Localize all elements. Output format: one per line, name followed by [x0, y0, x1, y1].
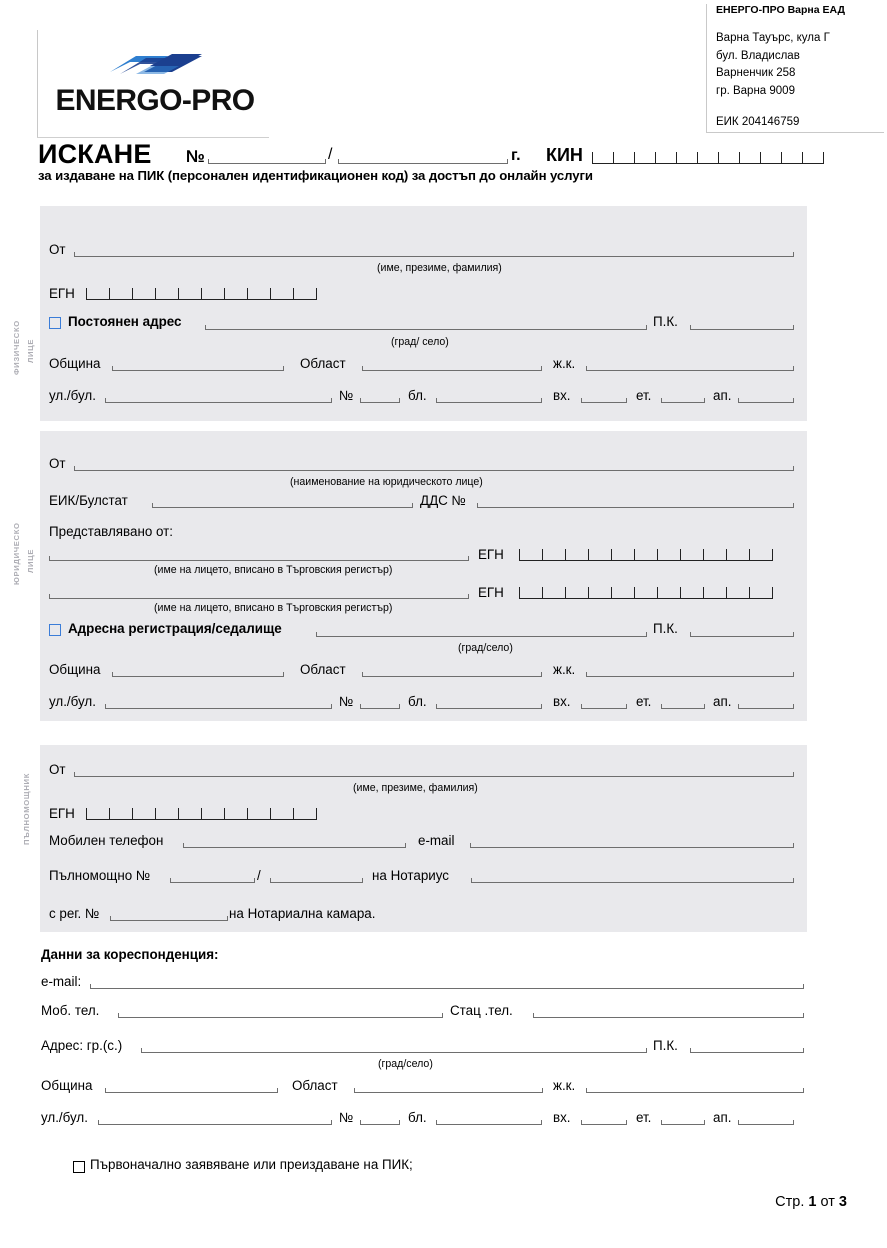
legal-rep2-name-input[interactable] — [49, 598, 469, 599]
legal-from-label: От — [49, 456, 66, 471]
legal-district-input[interactable] — [586, 676, 794, 677]
corr-address-label: Адрес: гр.(с.) — [41, 1038, 123, 1053]
legal-rep1-egn-label: ЕГН — [478, 547, 504, 562]
legal-rep2-egn-input[interactable] — [519, 587, 773, 599]
footer-page-middle: от — [820, 1194, 835, 1210]
legal-rep1-egn-input[interactable] — [519, 549, 773, 561]
header-divider-vertical — [37, 30, 38, 138]
legal-vat-input[interactable] — [477, 507, 794, 508]
request-number-label: № — [186, 147, 205, 166]
request-date-input[interactable] — [338, 163, 508, 164]
legal-municipality-input[interactable] — [112, 676, 284, 677]
proxy-chamber-label: на Нотариална камара. — [229, 906, 376, 921]
permanent-address-label: Постоянен адрес — [68, 314, 182, 329]
side-label-legal-2: ЛИЦЕ — [26, 548, 35, 573]
corr-email-label: e-mail: — [41, 974, 82, 989]
legal-pk-input[interactable] — [690, 636, 794, 637]
physical-apartment-label: ап. — [713, 388, 732, 403]
physical-district-label: ж.к. — [553, 356, 576, 371]
corr-number-label: № — [339, 1110, 354, 1125]
physical-city-hint: (град/ село) — [391, 336, 449, 348]
corr-entrance-input[interactable] — [581, 1124, 627, 1125]
legal-municipality-label: Община — [49, 662, 101, 677]
corr-district-input[interactable] — [586, 1092, 804, 1093]
company-address-line: гр. Варна 9009 — [716, 84, 795, 97]
kin-code-input[interactable] — [592, 152, 824, 164]
company-address — [716, 30, 884, 100]
corr-number-input[interactable] — [360, 1124, 400, 1125]
legal-vat-label: ДДС № — [420, 493, 466, 508]
legal-city-hint: (град/село) — [458, 642, 513, 654]
legal-represented-label: Представлявано от: — [49, 524, 174, 539]
physical-pk-input[interactable] — [690, 329, 794, 330]
legal-street-label: ул./бул. — [49, 694, 96, 709]
proxy-mobile-label: Мобилен телефон — [49, 833, 164, 848]
corr-pk-input[interactable] — [690, 1052, 804, 1053]
proxy-egn-input[interactable] — [86, 808, 317, 820]
physical-entrance-label: вх. — [553, 388, 571, 403]
proxy-reg-input[interactable] — [110, 920, 228, 921]
legal-district-label: ж.к. — [553, 662, 576, 677]
legal-city-input[interactable] — [316, 636, 647, 637]
side-label-physical: ФИЗИЧЕСКО — [12, 320, 21, 375]
legal-address-label: Адресна регистрация/седалище — [68, 621, 282, 636]
physical-floor-input[interactable] — [661, 402, 705, 403]
proxy-poa-number-input[interactable] — [170, 882, 255, 883]
physical-floor-label: ет. — [636, 388, 652, 403]
first-issue-label: Първоначално заявяване или преиздаване на ПИК; — [90, 1157, 413, 1172]
footer-page-prefix: Стр. — [775, 1194, 805, 1210]
legal-eik-label: ЕИК/Булстат — [49, 493, 128, 508]
legal-block-input[interactable] — [436, 708, 542, 709]
physical-pk-label: П.К. — [653, 314, 678, 329]
request-number-input[interactable] — [208, 163, 326, 164]
legal-number-label: № — [339, 694, 354, 709]
physical-region-input[interactable] — [362, 370, 542, 371]
proxy-notary-input[interactable] — [471, 882, 794, 883]
corr-block-input[interactable] — [436, 1124, 542, 1125]
legal-street-input[interactable] — [105, 708, 332, 709]
corr-floor-input[interactable] — [661, 1124, 705, 1125]
correspondence-heading: Данни за кореспонденция: — [41, 947, 219, 962]
physical-city-input[interactable] — [205, 329, 647, 330]
proxy-email-label: e-mail — [418, 833, 455, 848]
legal-floor-label: ет. — [636, 694, 652, 709]
corr-pk-label: П.К. — [653, 1038, 678, 1053]
physical-apartment-input[interactable] — [738, 402, 794, 403]
proxy-from-label: От — [49, 762, 66, 777]
proxy-poa-label: Пълномощно № — [49, 868, 151, 883]
physical-egn-input[interactable] — [86, 288, 317, 300]
legal-address-checkbox[interactable] — [49, 624, 61, 636]
physical-region-label: Област — [300, 356, 346, 371]
corr-mobile-label: Моб. тел. — [41, 1003, 100, 1018]
title-slash: / — [328, 146, 333, 163]
proxy-reg-label: с рег. № — [49, 906, 100, 921]
form-title-row — [38, 140, 838, 168]
legal-rep2-egn-label: ЕГН — [478, 585, 504, 600]
physical-name-hint: (име, презиме, фамилия) — [377, 262, 502, 274]
legal-pk-label: П.К. — [653, 621, 678, 636]
permanent-address-checkbox[interactable] — [49, 317, 61, 329]
side-label-physical-2: ЛИЦЕ — [26, 338, 35, 363]
corr-street-label: ул./бул. — [41, 1110, 88, 1125]
physical-name-input[interactable] — [74, 256, 794, 257]
footer-page-current: 1 — [808, 1194, 817, 1210]
legal-name-hint: (наименование на юридическото лице) — [290, 476, 483, 488]
legal-rep2-hint: (име на лицето, вписано в Търговския регистър) — [154, 602, 393, 614]
company-eik: ЕИК 204146759 — [716, 116, 800, 128]
company-header-block — [716, 4, 884, 128]
company-address-line: Варна Тауърс, кула Г — [716, 32, 830, 44]
legal-block-label: бл. — [408, 694, 427, 709]
physical-municipality-input[interactable] — [112, 370, 284, 371]
legal-eik-input[interactable] — [152, 507, 413, 508]
legal-entrance-label: вх. — [553, 694, 571, 709]
legal-rep1-name-input[interactable] — [49, 560, 469, 561]
corr-address-input[interactable] — [141, 1052, 647, 1053]
proxy-email-input[interactable] — [470, 847, 794, 848]
physical-block-label: бл. — [408, 388, 427, 403]
proxy-poa-slash: / — [257, 868, 261, 883]
legal-region-input[interactable] — [362, 676, 542, 677]
physical-number-label: № — [339, 388, 354, 403]
corr-apartment-input[interactable] — [738, 1124, 794, 1125]
physical-street-label: ул./бул. — [49, 388, 96, 403]
corr-entrance-label: вх. — [553, 1110, 571, 1125]
side-label-proxy: ПЪЛНОМОЩНИК — [22, 772, 31, 845]
physical-from-label: От — [49, 242, 66, 257]
corr-mobile-input[interactable] — [118, 1017, 443, 1018]
energo-pro-logo — [48, 46, 262, 124]
physical-municipality-label: Община — [49, 356, 101, 371]
legal-number-input[interactable] — [360, 708, 400, 709]
corr-floor-label: ет. — [636, 1110, 652, 1125]
corr-municipality-label: Община — [41, 1078, 93, 1093]
page-footer — [775, 1194, 847, 1210]
physical-street-input[interactable] — [105, 402, 332, 403]
legal-apartment-label: ап. — [713, 694, 732, 709]
company-underline — [706, 132, 884, 133]
footer-page-total: 3 — [838, 1194, 847, 1210]
physical-entrance-input[interactable] — [581, 402, 627, 403]
corr-municipality-input[interactable] — [105, 1092, 278, 1093]
legal-apartment-input[interactable] — [738, 708, 794, 709]
proxy-egn-label: ЕГН — [49, 806, 75, 821]
proxy-notary-label: на Нотариус — [372, 868, 449, 883]
first-issue-checkbox[interactable] — [73, 1161, 85, 1173]
corr-street-input[interactable] — [98, 1124, 332, 1125]
company-address-line: Варненчик 258 — [716, 67, 796, 79]
corr-block-label: бл. — [408, 1110, 427, 1125]
company-address-line: бул. Владислав — [716, 49, 800, 62]
kin-label: КИН — [546, 145, 583, 165]
physical-district-input[interactable] — [586, 370, 794, 371]
proxy-mobile-input[interactable] — [183, 847, 406, 848]
proxy-poa-date-input[interactable] — [270, 882, 363, 883]
legal-entrance-input[interactable] — [581, 708, 627, 709]
physical-number-input[interactable] — [360, 402, 400, 403]
proxy-name-input[interactable] — [74, 776, 794, 777]
proxy-name-hint: (име, презиме, фамилия) — [353, 782, 478, 794]
legal-name-input[interactable] — [74, 470, 794, 471]
company-name: ЕНЕРГО-ПРО Варна ЕАД — [716, 4, 845, 16]
logo-wordmark: ENERGO-PRO — [55, 84, 255, 117]
logo-swoosh-icon — [106, 48, 206, 87]
side-label-legal: ЮРИДИЧЕСКО — [12, 522, 21, 585]
corr-landline-label: Стац .тел. — [450, 1003, 513, 1018]
corr-email-input[interactable] — [90, 988, 804, 989]
section-legal-entity — [40, 431, 807, 721]
corr-apartment-label: ап. — [713, 1110, 732, 1125]
corr-district-label: ж.к. — [553, 1078, 576, 1093]
form-subtitle: за издаване на ПИК (персонален идентификационен код) за достъп до онлайн услуги — [38, 168, 593, 183]
physical-egn-label: ЕГН — [49, 286, 75, 301]
company-divider — [706, 4, 707, 132]
legal-floor-input[interactable] — [661, 708, 705, 709]
page-title: ИСКАНЕ — [38, 139, 152, 169]
legal-rep1-hint: (име на лицето, вписано в Търговския регистър) — [154, 564, 393, 576]
physical-block-input[interactable] — [436, 402, 542, 403]
corr-region-label: Област — [292, 1078, 338, 1093]
header-divider-horizontal — [37, 137, 269, 138]
year-suffix-label: г. — [511, 147, 521, 164]
corr-landline-input[interactable] — [533, 1017, 804, 1018]
legal-region-label: Област — [300, 662, 346, 677]
corr-region-input[interactable] — [354, 1092, 543, 1093]
corr-city-hint: (град/село) — [378, 1058, 433, 1070]
